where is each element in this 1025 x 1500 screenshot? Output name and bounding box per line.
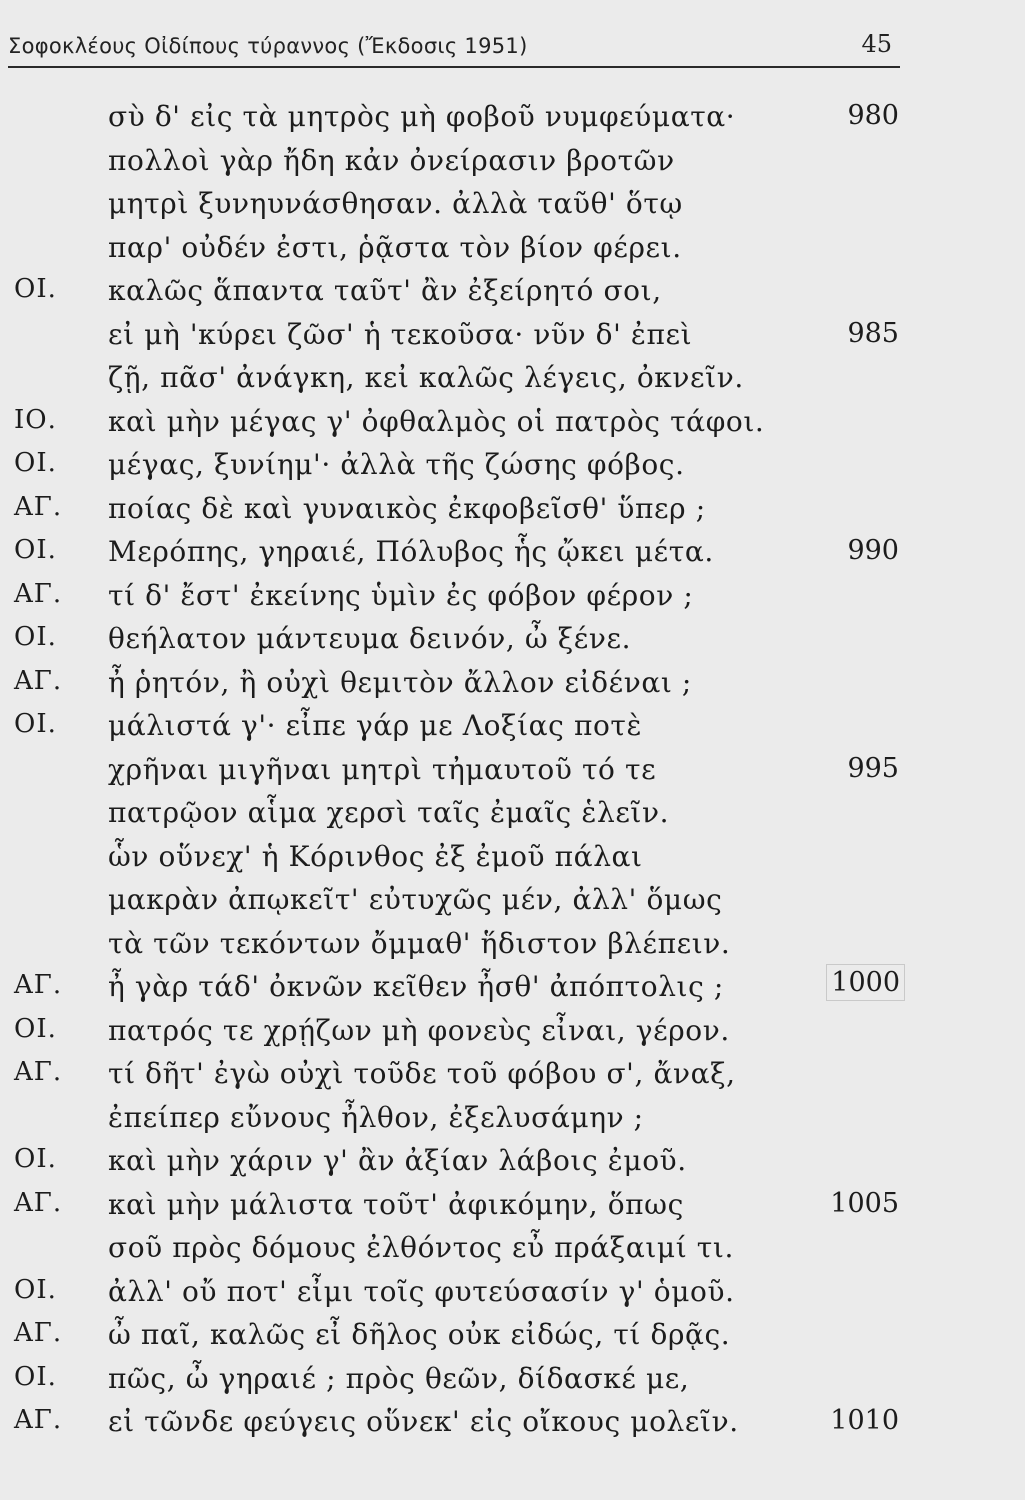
verse-text: θεήλατον μάντευμα δεινόν, ὦ ξένε. [108,622,632,655]
speaker-label: ΟΙ. [14,622,57,652]
speaker-label: ΑΓ. [14,1187,63,1218]
verse-line [0,1097,1025,1141]
verse-line [0,575,1025,619]
verse-text: ὧν οὕνεχ' ἡ Κόρινθος ἐξ ἐμοῦ πάλαι [108,839,643,873]
verse-line [0,836,1025,880]
verse-line [0,1010,1025,1054]
verse-text: μητρὶ ξυνηυνάσθησαν. ἀλλὰ ταῦθ' ὅτῳ [108,187,683,220]
speaker-label: ΟΙ. [14,709,57,739]
verse-line [0,1401,1025,1445]
verse-line [0,1358,1025,1402]
verse-text: σοῦ πρὸς δόμους ἐλθόντος εὖ πράξαιμί τι. [108,1231,734,1264]
verse-text: τὰ τῶν τεκόντων ὄμμαθ' ἥδιστον βλέπειν. [108,926,731,960]
speaker-label: ΙΟ. [14,404,57,435]
verse-text: ποίας δὲ καὶ γυναικὸς ἐκφοβεῖσθ' ὕπερ ; [108,491,706,525]
line-number: 1005 [830,1187,899,1219]
verse-text: ἦ γὰρ τάδ' ὀκνῶν κεῖθεν ἦσθ' ἀπόπτολις ; [108,970,724,1003]
speaker-label: ΟΙ. [14,1013,57,1044]
speaker-label: ΑΓ. [14,1057,63,1087]
verse-line [0,879,1025,923]
verse-text: πῶς, ὦ γηραιέ ; πρὸς θεῶν, δίδασκέ με, [108,1361,690,1395]
verse-text: μάλιστά γ'· εἶπε γάρ με Λοξίας ποτὲ [108,709,643,742]
speaker-label: ΟΙ. [14,274,57,304]
line-number: 1010 [830,1405,899,1436]
verse-line [0,1053,1025,1097]
verse-line [0,96,1025,140]
verse-line [0,1184,1025,1228]
verse-line [0,792,1025,836]
speaker-label: ΟΙ. [14,1274,57,1305]
verse-text: καὶ μὴν μάλιστα τοῦτ' ἀφικόμην, ὅπως [108,1187,684,1221]
speaker-label: ΑΓ. [14,970,63,1000]
speaker-label: ΟΙ. [14,535,57,565]
running-title: Σοφοκλέους Οἰδίπους τύραννος (Ἔκδοσις 1951) [8,34,528,58]
speaker-label: ΑΓ. [14,491,63,522]
speaker-label: ΑΓ. [14,665,63,696]
speaker-label: ΑΓ. [14,578,63,609]
speaker-label: ΑΓ. [14,1318,63,1348]
line-number: 995 [847,752,899,784]
line-number: 1000 [826,964,905,1001]
page-number: 45 [861,30,892,58]
verse-line [0,531,1025,575]
running-header [8,26,900,68]
line-number: 990 [847,535,899,566]
verse-line [0,140,1025,184]
verse-line [0,923,1025,967]
verse-text: τί δ' ἔστ' ἐκείνης ὑμὶν ἐς φόβον φέρον ; [108,578,694,612]
verse-line [0,314,1025,358]
verse-line [0,488,1025,532]
line-number: 980 [847,100,899,131]
verse-line [0,618,1025,662]
verse-line [0,1314,1025,1358]
verse-text: Μερόπης, γηραιέ, Πόλυβος ἧς ᾤκει μέτα. [108,535,714,568]
verse-text: μακρὰν ἀπῳκεῖτ' εὐτυχῶς μέν, ἀλλ' ὅμως [108,883,723,916]
verse-text: καὶ μὴν χάριν γ' ἂν ἀξίαν λάβοις ἐμοῦ. [108,1144,687,1177]
speaker-label: ΟΙ. [14,1361,57,1392]
verse-text: σὺ δ' εἰς τὰ μητρὸς μὴ φοβοῦ νυμφεύματα· [108,100,736,133]
line-number: 985 [847,317,899,349]
verse-text: ἀλλ' οὔ ποτ' εἶμι τοῖς φυτεύσασίν γ' ὁμοῦ. [108,1274,735,1308]
verse-line [0,357,1025,401]
speaker-label: ΑΓ. [14,1405,63,1435]
verse-text: ἐπείπερ εὔνους ἦλθον, ἐξελυσάμην ; [108,1100,644,1134]
verse-line [0,705,1025,749]
verse-line [0,966,1025,1010]
verse-text: πολλοὶ γὰρ ἤδη κἀν ὀνείρασιν βροτῶν [108,143,675,177]
verse-text: παρ' οὐδέν ἐστι, ῥᾷστα τὸν βίον φέρει. [108,230,682,264]
verse-line [0,662,1025,706]
verse-line [0,1140,1025,1184]
verse-line [0,1227,1025,1271]
verse-line [0,444,1025,488]
verse-line [0,270,1025,314]
verse-text: ζῇ, πᾶσ' ἀνάγκη, κεἰ καλῶς λέγεις, ὀκνεῖν. [108,361,744,394]
verse-text: εἰ τῶνδε φεύγεις οὕνεκ' εἰς οἴκους μολεῖν. [108,1405,739,1438]
verse-line [0,401,1025,445]
verse-line [0,749,1025,793]
verse-text: τί δῆτ' ἐγὼ οὐχὶ τοῦδε τοῦ φόβου σ', ἄναξ, [108,1057,736,1090]
verse-text: καὶ μὴν μέγας γ' ὀφθαλμὸς οἱ πατρὸς τάφοι. [108,404,765,438]
verse-text: χρῆναι μιγῆναι μητρὶ τἠμαυτοῦ τό τε [108,752,657,786]
verse-text: εἰ μὴ 'κύρει ζῶσ' ἡ τεκοῦσα· νῦν δ' ἐπεὶ [108,317,693,351]
verse-text: ἦ ῥητόν, ἢ οὐχὶ θεμιτὸν ἄλλον εἰδέναι ; [108,665,692,699]
verse-block [0,96,1025,1445]
verse-line [0,183,1025,227]
verse-line [0,1271,1025,1315]
speaker-label: ΟΙ. [14,1144,57,1174]
verse-text: πατρός τε χρῄζων μὴ φονεὺς εἶναι, γέρον. [108,1013,730,1047]
verse-text: ὦ παῖ, καλῶς εἶ δῆλος οὐκ εἰδώς, τί δρᾷς. [108,1318,731,1351]
verse-text: πατρῷον αἷμα χερσὶ ταῖς ἐμαῖς ἑλεῖν. [108,796,670,829]
verse-text: μέγας, ξυνίημ'· ἀλλὰ τῆς ζώσης φόβος. [108,448,685,481]
verse-line [0,227,1025,271]
speaker-label: ΟΙ. [14,448,57,478]
verse-text: καλῶς ἅπαντα ταῦτ' ἂν ἐξείρητό σοι, [108,274,662,307]
